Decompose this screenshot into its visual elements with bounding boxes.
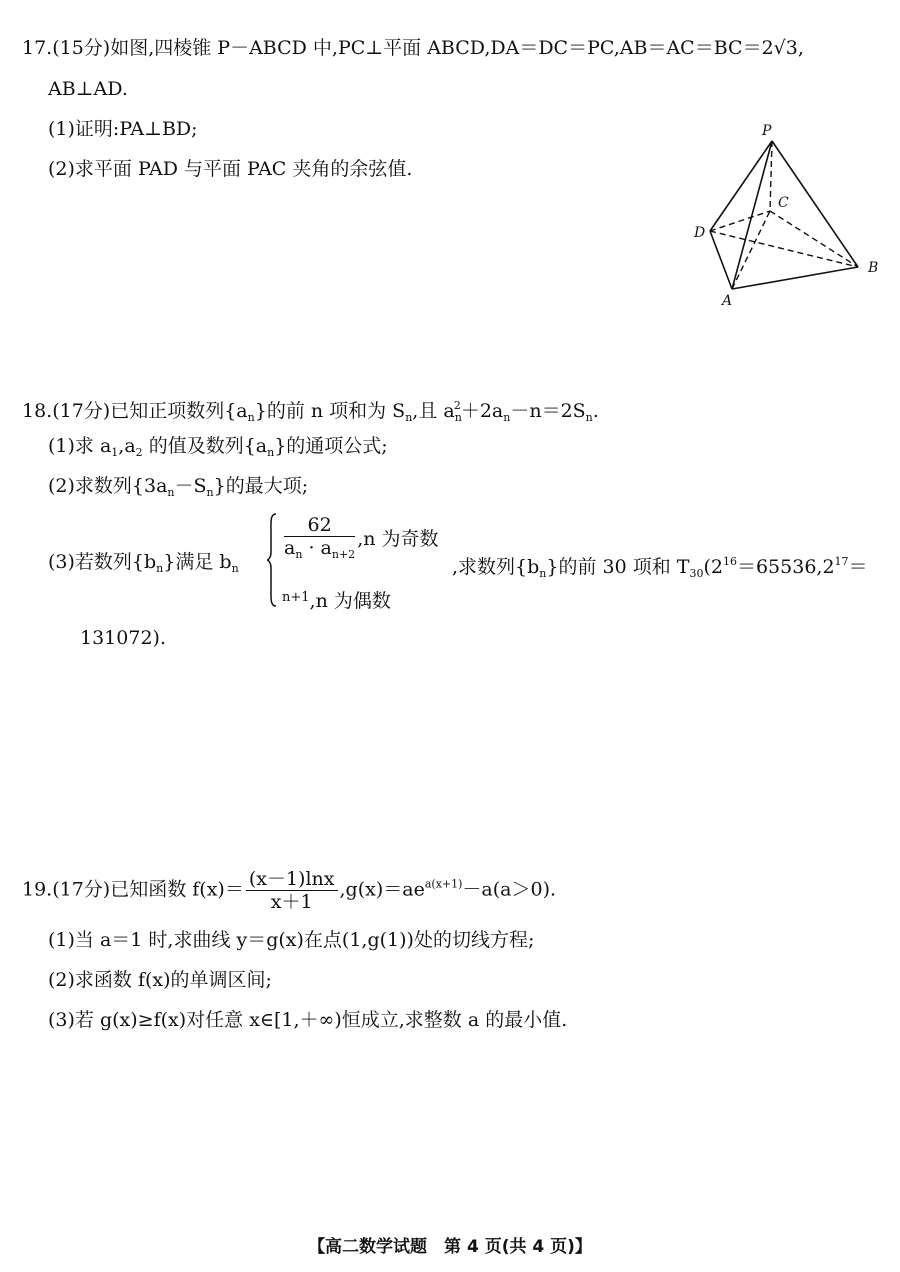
q18-case2: $^{n+1}$,n 为偶数 [282, 590, 391, 612]
q17-part1: (1)证明:PA⊥BD; [48, 118, 198, 140]
piecewise-brace [266, 512, 278, 608]
q17-part2: (2)求平面 PAD 与平面 PAC 夹角的余弦值. [48, 158, 413, 180]
label-P: P [762, 123, 772, 139]
q19-part2: (2)求函数 f(x)的单调区间; [48, 969, 272, 991]
q18-case1: $\frac{62}{a_n \cdot a_{n+2}}$ ,n 为奇数 [282, 514, 439, 566]
label-A: A [722, 293, 733, 309]
q18-part3-after: ,求数列$\{b_n\}$的前 30 项和 $T_{30}(2^{16}=65536,2^{17}=$ [452, 555, 868, 580]
label-D: D [694, 225, 706, 241]
q18-stem: 18.(17分)已知正项数列$\{a_n\}$的前 n 项和为 $S_n$,且 $a_n^2+2a_n-n=2S_n$. [22, 399, 599, 424]
q17-stem-line2: AB⊥AD. [48, 78, 128, 100]
label-B: B [868, 260, 879, 276]
case1-fraction: $\frac{62}{a_n \cdot a_{n+2}}$ [284, 514, 356, 561]
q18-part3-prefix: (3)若数列$\{b_n\}$满足 $b_n$ [48, 551, 239, 575]
q18-part2: (2)求数列$\{3a_n-S_n\}$的最大项; [48, 475, 309, 499]
q18-part1: (1)求 $a_1,a_2$ 的值及数列$\{a_n\}$的通项公式; [48, 435, 388, 459]
q19-stem: 19.(17分)已知函数 f(x)＝ $\frac{(x-1)\ln x}{x+1}$ $,g(x)=ae^{a(x+1)}-a(a>0)$. [22, 868, 557, 913]
label-C: C [778, 195, 789, 211]
f-fraction: $\frac{(x-1)\ln x}{x+1}$ [246, 868, 338, 913]
q18-part3-cont: 131072). [80, 627, 166, 649]
q19-part1: (1)当 a＝1 时,求曲线 y＝g(x)在点(1,g(1))处的切线方程; [48, 929, 535, 951]
pyramid-figure [690, 115, 890, 315]
q17-stem-line1: 17.(15分)如图,四棱锥 P－ABCD 中,PC⊥平面 ABCD,DA＝DC＝PC,AB＝AC＝BC＝2√3, [22, 37, 804, 59]
page-footer: 【高二数学试题 第 4 页(共 4 页)】 [308, 1237, 592, 1257]
q19-part3: (3)若 g(x)≥f(x)对任意 x∈[1,＋∞)恒成立,求整数 a 的最小值. [48, 1009, 568, 1031]
